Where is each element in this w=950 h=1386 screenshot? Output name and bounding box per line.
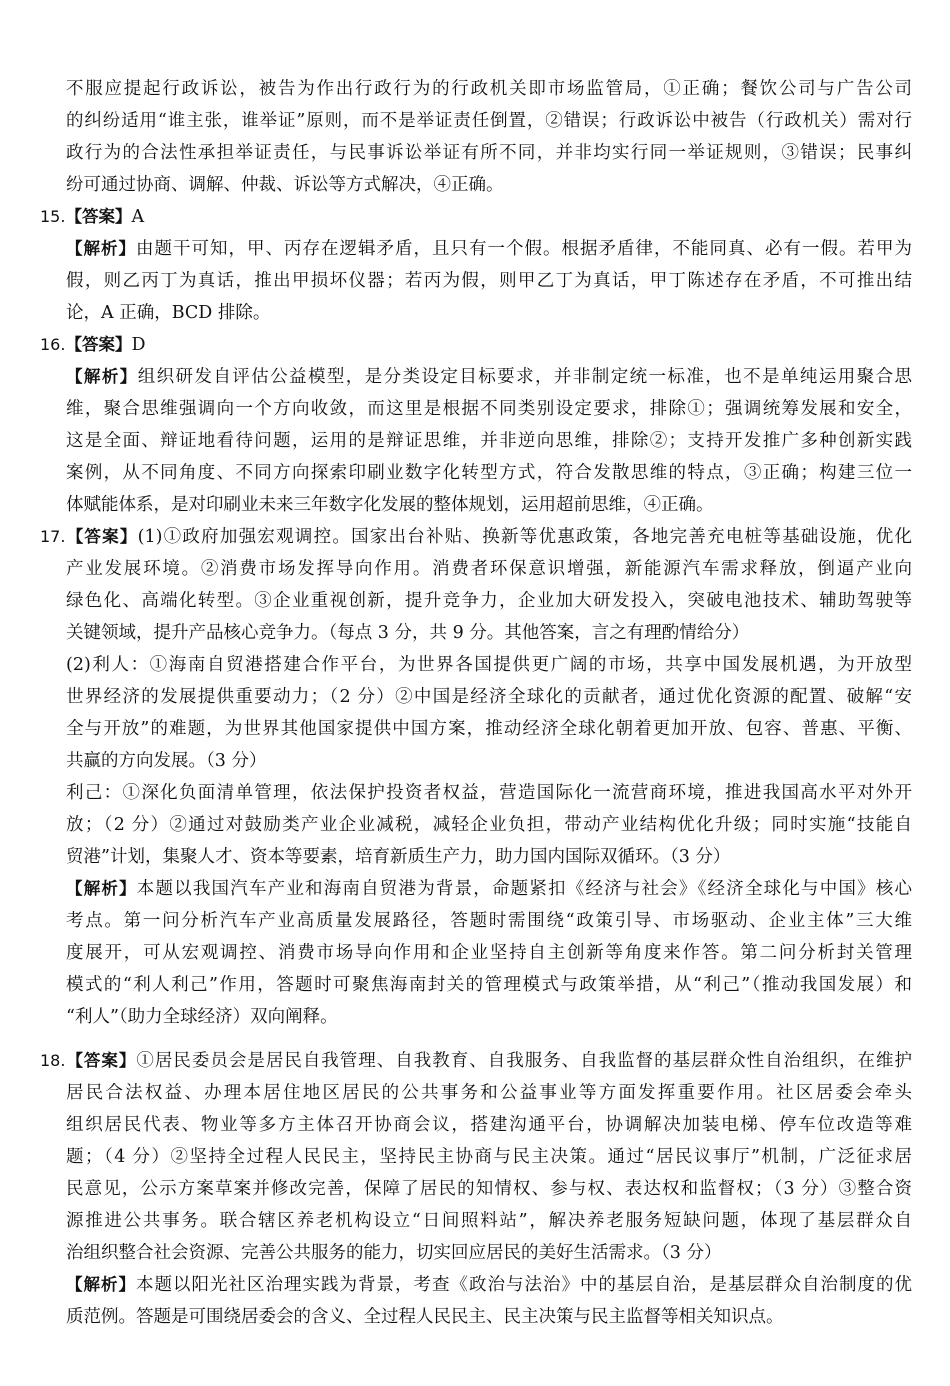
- q14-exp-line-1: 不服应提起行政诉讼，被告为作出行政行为的行政机关即市场监管局，①正确；餐饮公司与广告公司: [66, 79, 912, 99]
- q15-exp-line-1: [66, 238, 912, 260]
- q15-answer-tag: 【答案】: [65, 207, 132, 226]
- q16-answer-line: [40, 334, 912, 356]
- q18-answer-line-7: 治组织整合社会资源、完善公共服务的能力，切实回应居民的美好生活需求。（3 分）: [66, 1243, 722, 1263]
- q17-answer-text: (1)①政府加强宏观调控。国家出台补贴、换新等优惠政策，各地完善充电桩等基础设施，优化: [137, 527, 912, 547]
- q18-exp-tag: 【解析】: [66, 1275, 136, 1294]
- q18-exp-text: 本题以阳光社区治理实践为背景，考查《政治与法治》中的基层自治，是基层群众自治制度的优: [136, 1275, 912, 1295]
- q18-exp-line-1: [66, 1274, 912, 1296]
- q15-exp-line-2: 假，则乙丙丁为真话，推出甲损坏仪器；若丙为假，则甲乙丁为真话，甲丁陈述存在矛盾，不可推出结: [66, 271, 912, 291]
- q17-part3-line-2: 放；（2 分）②通过对鼓励类产业企业减税，减轻企业负担，带动产业结构优化升级；同时实施“技能自: [66, 815, 912, 835]
- q18-answer-line-5: 民意见，公示方案草案并修改完善，保障了居民的知情权、参与权、表达权和监督权；（3 分）③整合资: [66, 1179, 912, 1199]
- q17-exp-line-5: “利人”（助力全球经济）双向阐释。: [66, 1007, 338, 1027]
- q18-answer-tag: 【答案】: [65, 1051, 137, 1070]
- q16-exp-text: 组织研发自评估公益模型，是分类设定目标要求，并非制定统一标准，也不是单纯运用聚合思: [137, 367, 912, 387]
- q17-answer-line-4: 关键领域，提升产品核心竞争力。（每点 3 分，共 9 分。其他答案，言之有理酌情给分）: [66, 623, 750, 643]
- q18-number: 18.: [40, 1051, 66, 1070]
- q17-exp-line-4: 模式的“利人利己”作用，答题时可聚焦海南封关的管理模式与政策举措，从“利己”（推动我国发展）和: [66, 975, 912, 995]
- q18-answer-line-6: 源推进公共事务。联合辖区养老机构设立“日间照料站”，解决养老服务短缺问题，体现了基层群众自: [66, 1211, 912, 1231]
- q15-exp-tag: 【解析】: [66, 239, 136, 258]
- q16-exp-line-5: 体赋能体系，是对印刷业未来三年数字化发展的整体规划，运用超前思维，④正确。: [66, 495, 714, 515]
- q18-answer-line-1: [40, 1050, 912, 1072]
- q17-exp-tag: 【解析】: [66, 879, 137, 898]
- q16-exp-line-3: 这是全面、辩证地看待问题，运用的是辩证思维，并非逆向思维，排除②；支持开发推广多种创新实践: [66, 431, 912, 451]
- q17-exp-line-2: 考点。第一问分析汽车产业高质量发展路径，答题时需围绕“政策引导、市场驱动、企业主体”三大维: [66, 911, 912, 931]
- q17-part2-line-2: 世界经济的发展提供重要动力；（2 分）②中国是经济全球化的贡献者，通过优化资源的配置、破解“安: [66, 687, 912, 707]
- q17-part3-line-1: 利己：①深化负面清单管理，依法保护投资者权益，营造国际化一流营商环境，推进我国高水平对外开: [66, 783, 912, 803]
- q17-answer-tag: 【答案】: [65, 527, 138, 546]
- q17-answer-line-3: 绿色化、高端化转型。③企业重视创新，提升竞争力，企业加大研发投入，突破电池技术、辅助驾驶等: [66, 591, 912, 611]
- q18-answer-line-4: 题；（4 分）②坚持全过程人民民主，坚持民主协商与民主决策。通过“居民议事厅”机制，广泛征求居: [66, 1147, 912, 1167]
- q16-exp-line-4: 案例，从不同角度、不同方向探索印刷业数字化转型方式，符合发散思维的特点，③正确；构建三位一: [66, 463, 912, 483]
- q15-exp-text: 由题干可知，甲、丙存在逻辑矛盾，且只有一个假。根据矛盾律，不能同真、必有一假。若甲为: [136, 239, 912, 259]
- q18-exp-line-2: 质范例。答题是可围绕居委会的含义、全过程人民民主、民主决策与民主监督等相关知识点。: [66, 1307, 784, 1327]
- q16-exp-tag: 【解析】: [66, 367, 138, 386]
- q17-exp-line-1: [66, 878, 912, 900]
- q17-exp-text: 本题以我国汽车产业和海南自贸港为背景，命题紧扣《经济与社会》《经济全球化与中国》核心: [136, 879, 912, 899]
- q17-part3-line-3: 贸港”计划，集聚人才、资本等要素，培育新质生产力，助力国内国际双循环。（3 分）: [66, 847, 731, 867]
- q17-answer-line-1: [40, 526, 912, 548]
- q17-exp-line-3: 度展开，可从宏观调控、消费市场导向作用和企业坚持自主创新等角度来作答。第二问分析封关管理: [66, 943, 912, 963]
- q18-answer-line-3: 组织居民代表、物业等多方主体召开协商会议，搭建沟通平台，协调解决加装电梯、停车位改造等难: [66, 1115, 912, 1135]
- q17-part2-line-4: 共赢的方向发展。（3 分）: [66, 751, 267, 771]
- q17-number: 17.: [40, 527, 66, 546]
- q14-exp-line-2: 的纠纷适用“谁主张，谁举证”原则，而不是举证责任倒置，②错误；行政诉讼中被告（行政机关）需对行: [66, 111, 912, 131]
- q16-exp-line-2: 维，聚合思维强调向一个方向收敛，而这里是根据不同类别设定要求，排除①；强调统筹发展和安全，: [66, 399, 912, 419]
- q15-exp-line-3: 论，A 正确，BCD 排除。: [66, 303, 271, 323]
- q17-part2-line-3: 全与开放”的难题，为世界其他国家提供中国方案，推动经济全球化朝着更加开放、包容、普惠、平衡、: [66, 719, 912, 739]
- q16-exp-line-1: [66, 366, 912, 388]
- q14-exp-line-4: 纷可通过协商、调解、仲裁、诉讼等方式解决，④正确。: [66, 175, 504, 195]
- q15-answer-line: [40, 206, 912, 228]
- q16-number: 16.: [40, 335, 66, 354]
- q16-answer-tag: 【答案】: [65, 335, 132, 354]
- q15-number: 15.: [40, 207, 66, 226]
- q18-answer-line-2: 居民合法权益、办理本居住地区居民的公共事务和公益事业等方面发挥重要作用。社区居委会牵头: [66, 1083, 912, 1103]
- q15-answer: A: [131, 207, 145, 227]
- q17-part2-line-1: (2)利人：①海南自贸港搭建合作平台，为世界各国提供更广阔的市场，共享中国发展机遇，为开放型: [66, 655, 912, 675]
- q14-exp-line-3: 政行为的合法性承担举证责任，与民事诉讼举证有所不同，并非均实行同一举证规则，③错误；民事纠: [66, 143, 912, 163]
- q17-answer-line-2: 产业发展环境。②消费市场发挥导向作用。消费者环保意识增强，新能源汽车需求释放，倒逼产业向: [66, 559, 912, 579]
- q16-answer: D: [131, 335, 146, 355]
- q18-answer-text: ①居民委员会是居民自我管理、自我教育、自我服务、自我监督的基层群众性自治组织，在维护: [136, 1051, 912, 1071]
